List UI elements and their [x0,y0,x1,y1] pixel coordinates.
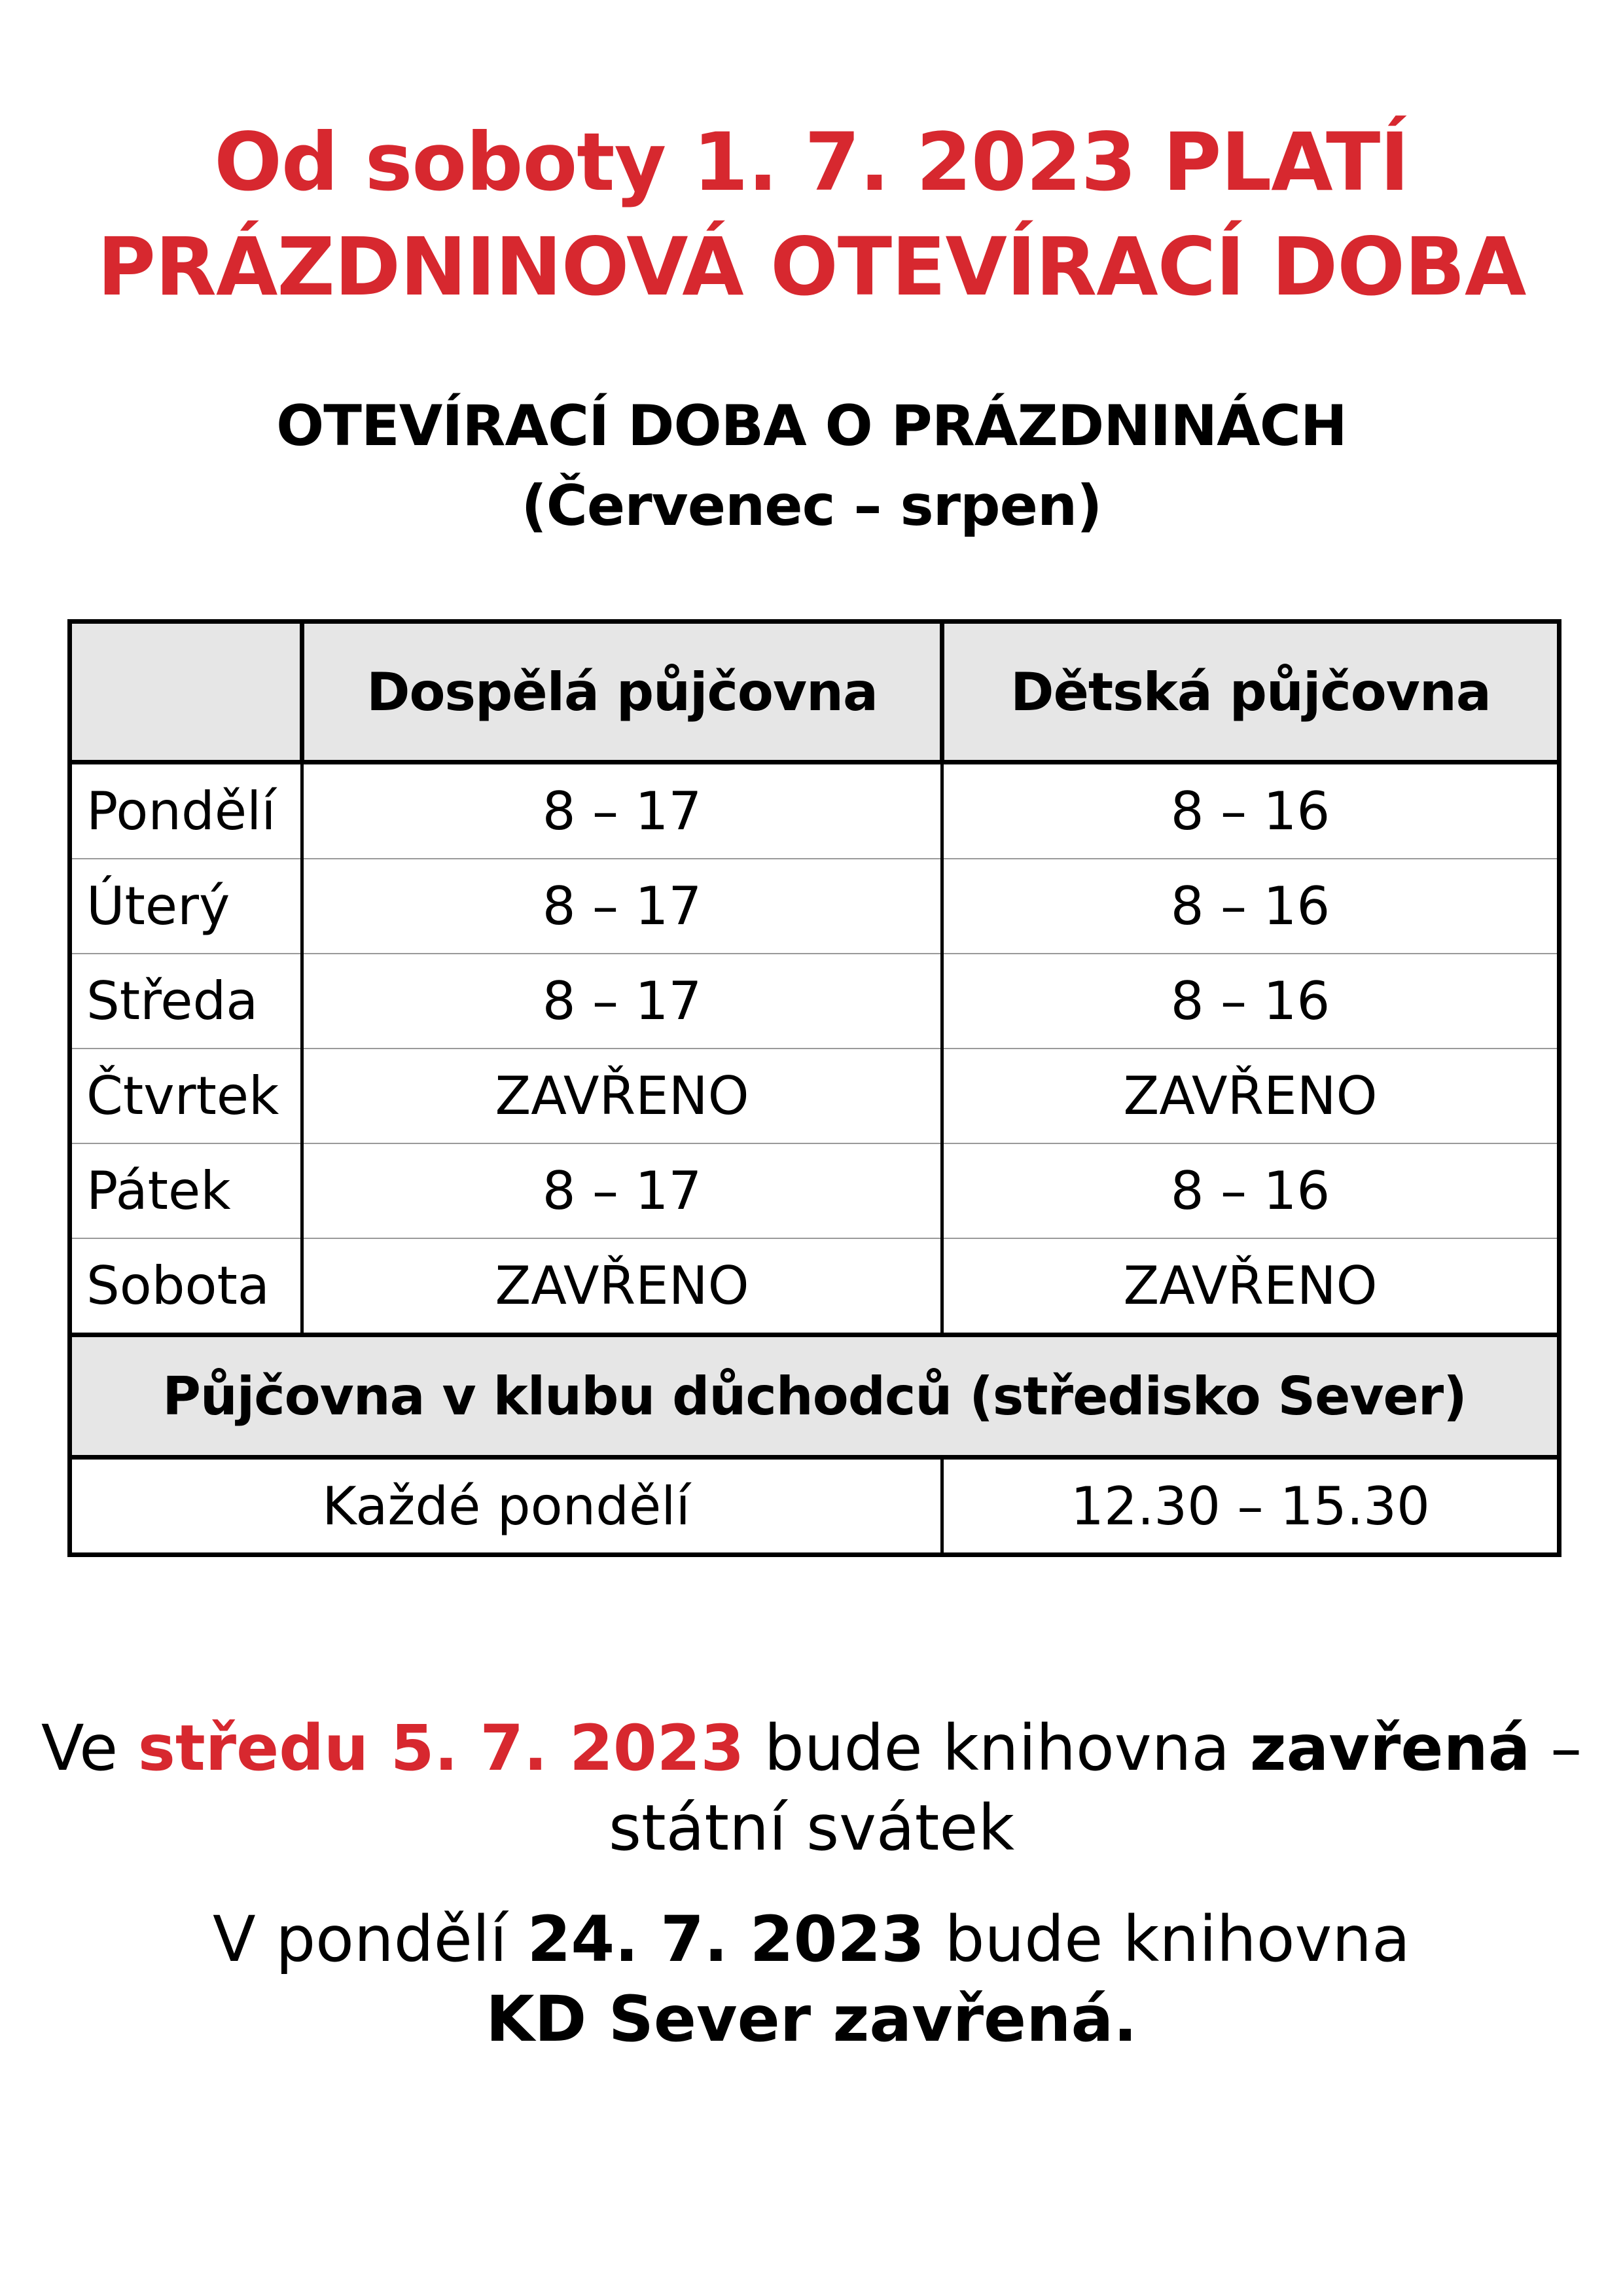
club-hours-cell: 12.30 – 15.30 [1071,1475,1430,1537]
note-text: – [1530,1712,1582,1785]
closed-word: zavřená [1249,1712,1531,1785]
table-header-row [70,622,1560,762]
adult-hours-cell: 8 – 17 [302,859,942,954]
adult-hours-cell: 8 – 17 [302,762,942,859]
table-row [70,859,1560,954]
day-cell: Čtvrtek [70,1049,302,1143]
day-cell: Pátek [70,1143,302,1238]
note-text: bude knihovna [744,1712,1250,1785]
day-cell: Úterý [70,859,302,954]
header-adult-library: Dospělá půjčovna [302,622,942,762]
children-hours-cell: ZAVŘENO [942,1049,1560,1143]
adult-hours-cell: ZAVŘENO [302,1238,942,1335]
table-row [70,1049,1560,1143]
table-row [70,1238,1560,1335]
holiday-closure-note [0,1708,1623,1868]
section-heading [0,386,1623,546]
children-hours-cell: ZAVŘENO [942,1238,1560,1335]
adult-hours-cell: 8 – 17 [302,954,942,1049]
branch-closure-note [0,1899,1623,2059]
table-row [70,954,1560,1049]
club-title: Půjčovna v klubu důchodců (středisko Sever) [70,1335,1560,1458]
section-heading-line-2: (Červenec – srpen) [521,473,1102,539]
note-text: bude knihovna [924,1903,1410,1976]
headline-line-2: PRÁZDNINOVÁ OTEVÍRACÍ DOBA [97,221,1526,314]
table-row [70,1143,1560,1238]
children-hours-cell: 8 – 16 [942,1143,1560,1238]
headline-line-1: Od soboty 1. 7. 2023 PLATÍ [214,116,1409,209]
note-text: V pondělí [213,1903,527,1976]
header-day-column [70,622,302,762]
closure-notes [0,1708,1623,2059]
club-header-row [70,1335,1560,1458]
children-hours-cell: 8 – 16 [942,954,1560,1049]
table-row [70,762,1560,859]
club-row [70,1458,1560,1555]
day-cell: Středa [70,954,302,1049]
section-heading-line-1: OTEVÍRACÍ DOBA O PRÁZDNINÁCH [276,393,1347,459]
adult-hours-cell: 8 – 17 [302,1143,942,1238]
note-text: Ve [41,1712,138,1785]
holiday-reason: státní svátek [608,1791,1015,1865]
closure-date: 24. 7. 2023 [527,1903,925,1976]
day-cell: Sobota [70,1238,302,1335]
adult-hours-cell: ZAVŘENO [302,1049,942,1143]
header-children-library: Dětská půjčovna [942,622,1560,762]
children-hours-cell: 8 – 16 [942,859,1560,954]
club-day-cell: Každé pondělí [70,1458,942,1555]
branch-closed-text: KD Sever zavřená. [486,1982,1137,2056]
holiday-date: středu 5. 7. 2023 [137,1712,745,1785]
opening-hours-table [67,619,1561,1557]
day-cell: Pondělí [70,762,302,859]
children-hours-cell: 8 – 16 [942,762,1560,859]
page-headline [0,110,1623,319]
